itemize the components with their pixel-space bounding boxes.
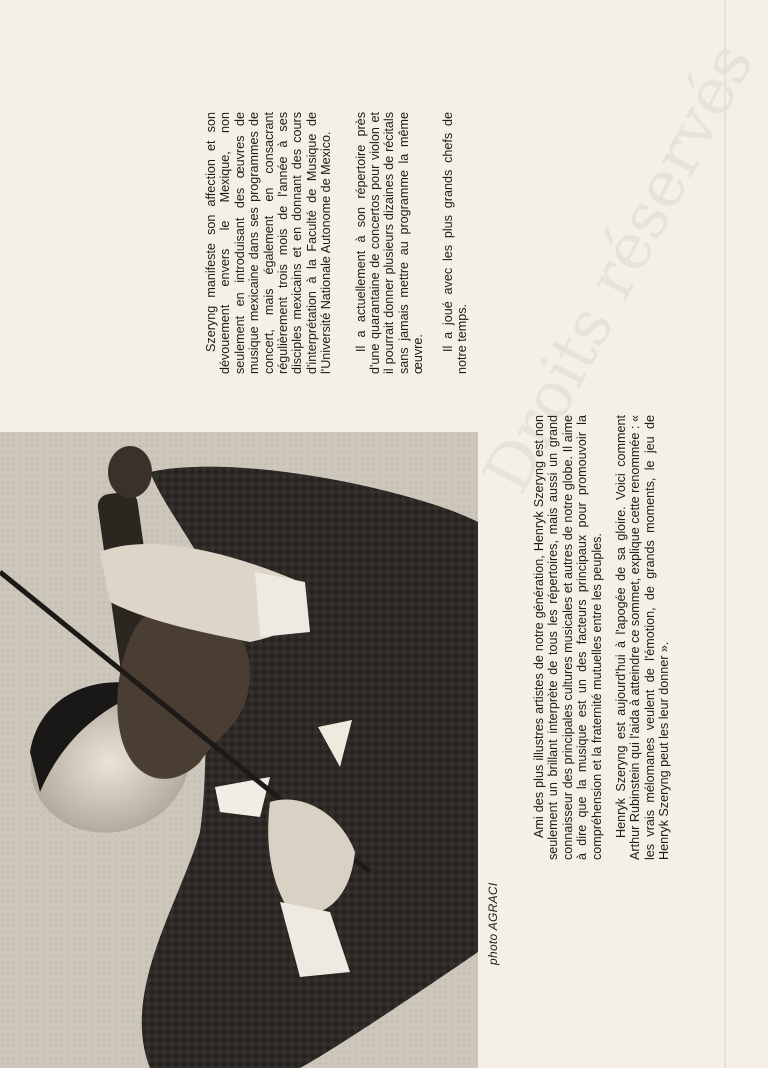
violinist-photo [0, 432, 478, 1068]
paragraph-friends: Ami des plus illustres artistes de notre génération, Henryk Szeryng est non seulement un brillant interprète de tous les répertoires, mais aussi un grand connaisseur des principales cultures musicales et autres de notre globe. Il aime à dire que la musique est un des facteurs principaux pour promouvoir la compréhension et la fraternité mutuelles entre les peuples. [532, 415, 604, 860]
article-top-column [204, 112, 470, 374]
article-bottom-column [532, 415, 672, 860]
watermark: Droits réservés [470, 31, 768, 505]
paragraph-rubinstein: Henryk Szeryng est aujourd'hui à l'apogée de sa gloire. Voici comment Arthur Rubinstein qui l'aida à atteindre ce sommet, explique cette renommée : « les vrais mélomanes veulent de l'émotion, de grands moments, le jeu de Henryk Szeryng peut les leur donner ». [614, 415, 672, 860]
page-edge [724, 0, 726, 1068]
photo-credit-caption: photo AGRACI [486, 882, 500, 965]
violinist-photo-icon [0, 432, 478, 1068]
paragraph-conductors: Il a joué avec les plus grands chefs de notre temps. [440, 112, 470, 374]
paragraph-repertoire: Il a actuellement à son répertoire près d'une quarantaine de concertos pour violon et il pourrait donner plusieurs dizaines de récitals sans jamais mettre au programme la même œuvre. [353, 112, 426, 374]
paragraph-mexico: Szeryng manifeste son affection et son dévouement envers le Mexique, non seulement en introduisant des œuvres de musique mexicaine dans ses programmes de concert, mais également en consacrant régulièrement trois mois de l'année à ses disciples mexicains et en donnant des cours d'interprétation à la Faculté de Musique de l'Université Nationale Autonome de Mexico. [204, 112, 334, 374]
